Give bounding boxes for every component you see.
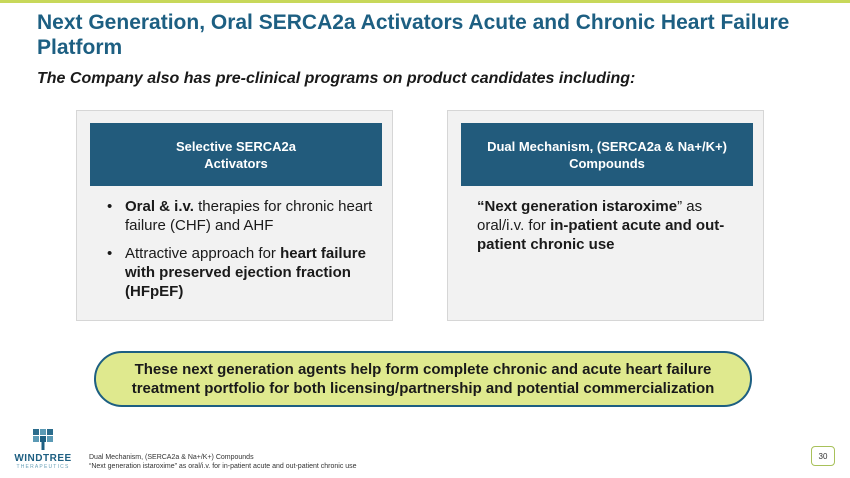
card-header-line1: Dual Mechanism, (SERCA2a & Na+/K+) [487,138,727,154]
card-header-dual [461,123,753,186]
card-header-line2: Activators [204,155,268,171]
card-selective-serca2a [76,110,393,321]
bullet-text: therapies for chronic heart failure (CHF) and AHF [125,198,373,234]
logo-tagline: THERAPEUTICS [16,464,70,470]
card-header-line2: Compounds [569,155,645,171]
istaroxime-text: ” as oral/i.v. for [477,198,703,234]
top-accent-rule [0,0,850,3]
card-header-selective [90,123,382,186]
istaroxime-bold-text: “Next generation istaroxime [477,198,678,215]
callout-banner [94,351,752,407]
bullet-marker: • [107,245,113,262]
bullet-text: Attractive approach for [125,245,281,262]
bullet-item-hfpef [103,244,373,301]
bullet-bold-text: heart failure with preserved ejection fraction (HFpEF) [125,245,366,300]
callout-text: These next generation agents help form complete chronic and acute heart failure treatment portfolio for both licensing/partnership and potential commercialization [131,361,715,397]
bullet-item-oral-iv [103,197,373,235]
card-dual-mechanism [447,110,764,321]
bullet-bold-text: Oral & i.v. [125,198,194,215]
footnote-line1: Dual Mechanism, (SERCA2a & Na+/K+) Compounds [89,454,254,461]
footnote-line2: “Next generation istaroxime” as oral/i.v. for in-patient acute and out-patient chronic use [89,463,357,470]
slide-title: Next Generation, Oral SERCA2a Activators Acute and Chronic Heart Failure Platform [37,11,790,59]
card-header-line1: Selective SERCA2a [176,138,296,154]
slide-subtitle: The Company also has pre-clinical programs on product candidates including: [37,70,636,87]
istaroxime-description [477,197,747,254]
logo-wordmark: WINDTREE [14,453,72,464]
footnote [89,453,689,471]
company-logo [12,428,74,472]
page-number: 30 [811,446,835,466]
bullet-marker: • [107,198,113,215]
use-bold-text: in-patient acute and out-patient chronic use [477,217,725,253]
tree-logo-icon [32,428,54,450]
bullet-list [103,197,373,310]
